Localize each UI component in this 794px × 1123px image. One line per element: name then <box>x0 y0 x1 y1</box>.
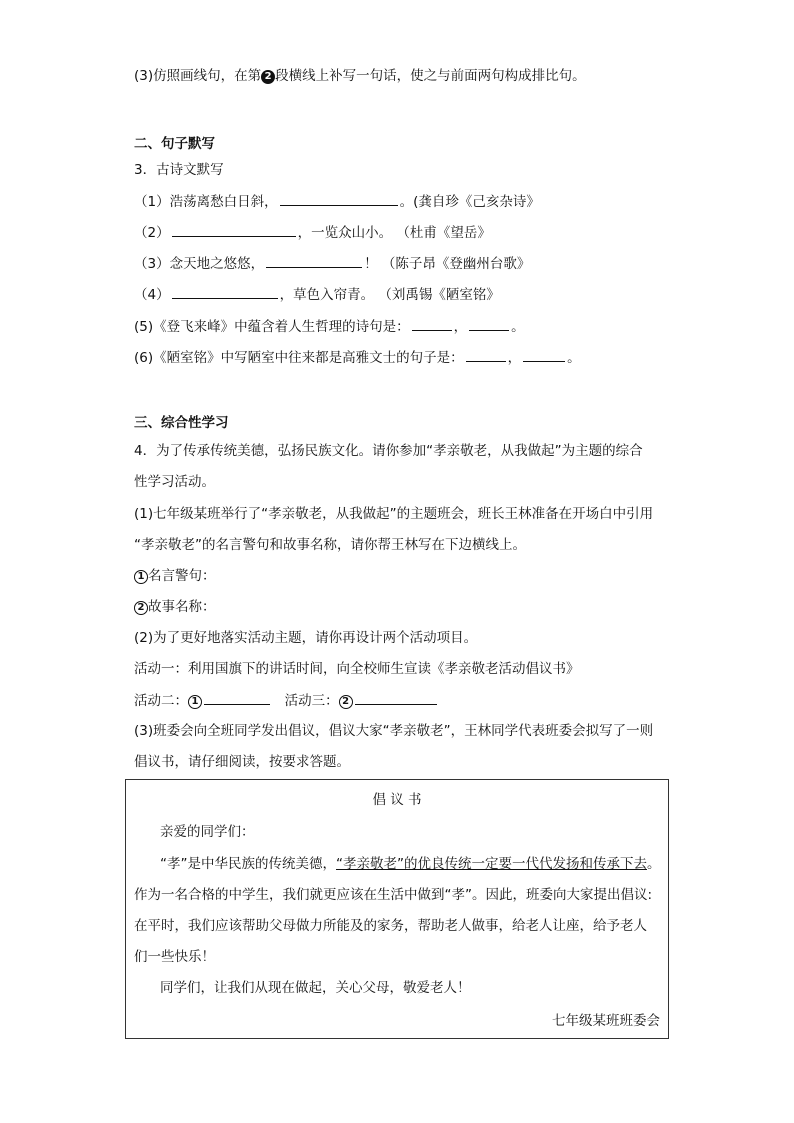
poem-item-4-text: （4） <box>134 287 170 303</box>
circled-number-2: 2 <box>261 70 275 84</box>
poem-item-1-source: 。(龚自珍《己亥杂诗》 <box>399 194 540 210</box>
activity-2-label: 活动二： <box>134 693 188 709</box>
poem-item-2-text: （2） <box>134 225 170 241</box>
answer-blank[interactable] <box>355 690 437 705</box>
underlined-sentence: “孝亲敬老”的优良传统一定要一代代发扬和传承下去 <box>336 856 647 872</box>
poem-item-4 <box>134 284 500 305</box>
poem-item-6 <box>134 347 581 368</box>
poem-item-2-source: ，一览众山小。 （杜甫《望岳》 <box>297 225 491 241</box>
story-label: 故事名称： <box>148 599 216 615</box>
section2-heading: 二、句子默写 <box>134 136 215 152</box>
part1-line1: (1)七年级某班举行了“孝亲敬老，从我做起”的主题班会，班长王林准备在开场白中引用 <box>134 506 654 522</box>
proposal-line3: 在平时，我们应该帮助父母做力所能及的家务，帮助老人做事，给老人让座，给予老人 <box>134 918 647 934</box>
q3-instruction <box>134 66 586 86</box>
answer-blank[interactable] <box>172 284 278 299</box>
poem-item-5-text: (5)《登飞来峰》中蕴含着人生哲理的诗句是： <box>134 319 410 335</box>
q3-instruction-pre: (3)仿照画线句，在第 <box>134 68 262 84</box>
proposal-title: 倡 议 书 <box>372 792 422 808</box>
activity-3-label: 活动三： <box>284 693 339 709</box>
q4-text-line2: 性学习活动。 <box>134 474 215 490</box>
proposal-line4: 们一些快乐！ <box>134 949 215 965</box>
poem-item-3-source: ！ （陈子昂《登幽州台歌》 <box>364 256 531 272</box>
proposal-line1-pre: “孝”是中华民族的传统美德， <box>160 856 336 872</box>
poem-item-2 <box>134 222 491 243</box>
motto-label: 名言警句： <box>148 568 216 584</box>
motto-line <box>134 566 216 586</box>
circled-number-1: 1 <box>188 695 202 709</box>
q3-title: 3．古诗文默写 <box>134 162 224 178</box>
part2-text: (2)为了更好地落实活动主题，请你再设计两个活动项目。 <box>134 630 478 646</box>
circled-number-2: 2 <box>339 695 353 709</box>
poem-item-6-text: (6)《陋室铭》中写陋室中往来都是高雅文士的句子是： <box>134 350 464 366</box>
q3-instruction-post: 段横线上补写一句话，使之与前面两句构成排比句。 <box>275 68 586 84</box>
proposal-greeting: 亲爱的同学们： <box>160 824 255 840</box>
activity-1: 活动一：利用国旗下的讲话时间，向全校师生宣读《孝亲敬老活动倡议书》 <box>134 661 580 677</box>
q4-text-line1: 4．为了传承传统美德，弘扬民族文化。请你参加“孝亲敬老，从我做起”为主题的综合 <box>134 443 643 459</box>
circled-number-1: 1 <box>134 570 148 584</box>
poem-item-4-source: ，草色入帘青。 （刘禹锡《陋室铭》 <box>279 287 500 303</box>
proposal-line5: 同学们，让我们从现在做起，关心父母，敬爱老人！ <box>160 980 471 996</box>
answer-blank[interactable] <box>523 347 565 362</box>
period: 。 <box>567 350 581 366</box>
comma: ， <box>507 350 522 366</box>
answer-blank[interactable] <box>469 316 509 331</box>
comma: ， <box>453 319 468 335</box>
poem-item-1-text: （1）浩荡离愁白日斜， <box>134 194 278 210</box>
poem-item-3-text: （3）念天地之悠悠， <box>134 256 265 272</box>
story-line <box>134 597 216 617</box>
answer-blank[interactable] <box>412 316 452 331</box>
answer-blank[interactable] <box>466 347 506 362</box>
answer-blank[interactable] <box>280 191 398 206</box>
activity-2-3 <box>134 690 439 711</box>
answer-blank[interactable] <box>172 222 296 237</box>
circled-number-2: 2 <box>134 601 148 615</box>
period: 。 <box>511 319 525 335</box>
poem-item-3 <box>134 253 530 274</box>
answer-blank[interactable] <box>204 690 270 705</box>
poem-item-5 <box>134 316 525 337</box>
proposal-line2: 作为一名合格的中学生，我们就更应该在生活中做到“孝”。因此，班委向大家提出倡议: <box>134 887 653 903</box>
section3-heading: 三、综合性学习 <box>134 415 229 431</box>
part1-line2: “孝亲敬老”的名言警句和故事名称，请你帮王林写在下边横线上。 <box>134 537 526 553</box>
part3-line1: (3)班委会向全班同学发出倡议，倡议大家“孝亲敬老”，王林同学代表班委会拟写了一则 <box>134 723 654 739</box>
part3-line2: 倡议书，请仔细阅读，按要求答题。 <box>134 754 350 770</box>
proposal-box <box>125 779 669 1039</box>
poem-item-1 <box>134 191 540 212</box>
answer-blank[interactable] <box>266 253 362 268</box>
proposal-signature: 七年级某班班委会 <box>552 1013 660 1029</box>
proposal-line1 <box>160 854 661 874</box>
proposal-line1-post: 。 <box>647 856 661 872</box>
